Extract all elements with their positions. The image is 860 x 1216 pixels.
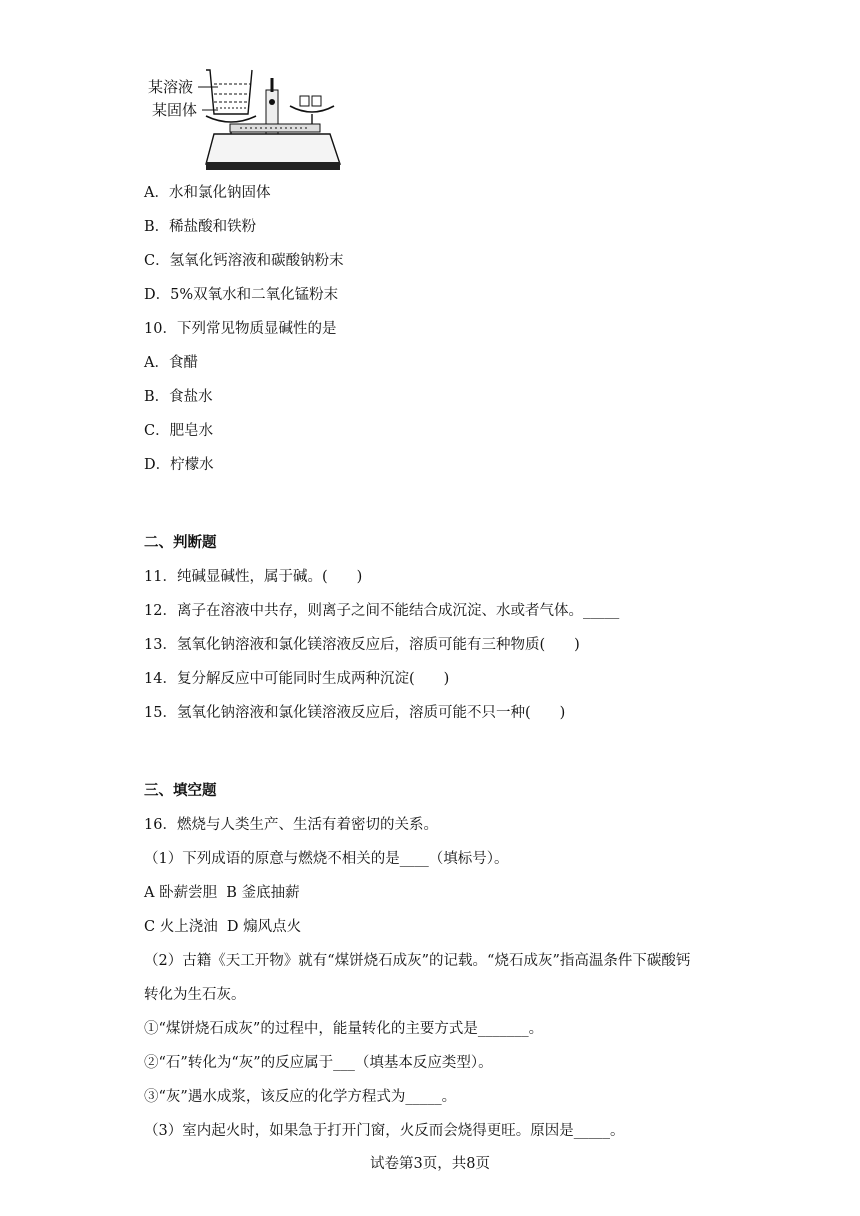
q16-part1-options-ab: A 卧薪尝胆 B 釜底抽薪 — [144, 885, 300, 901]
label-solid: 某固体 — [152, 101, 198, 119]
balance-figure — [144, 62, 344, 174]
q12: 12．离子在溶液中共存，则离子之间不能结合成沉淀、水或者气体。_____ — [144, 603, 620, 619]
q16-part1-options-cd: C 火上浇油 D 煽风点火 — [144, 919, 302, 935]
q10-option-a: A．食醋 — [144, 355, 198, 371]
q10-option-c: C．肥皂水 — [144, 423, 214, 439]
q16-part3: （3）室内起火时，如果急于打开门窗，火反而会烧得更旺。原因是_____。 — [144, 1123, 625, 1139]
label-solution: 某溶液 — [148, 78, 194, 96]
q16-part2-line2: 转化为生石灰。 — [144, 987, 246, 1003]
q16-part1: （1）下列成语的原意与燃烧不相关的是____（填标号）。 — [144, 851, 509, 867]
q9-option-c: C．氢氧化钙溶液和碳酸钠粉末 — [144, 253, 344, 269]
page-footer: 试卷第3页，共8页 — [370, 1156, 490, 1172]
q14: 14．复分解反应中可能同时生成两种沉淀( ) — [144, 671, 450, 687]
q16-part2-sub1: ①“煤饼烧石成灰”的过程中，能量转化的主要方式是_______。 — [144, 1021, 544, 1037]
q10-option-d: D．柠檬水 — [144, 457, 214, 473]
q16-part2-sub3: ③“灰”遇水成浆，该反应的化学方程式为_____。 — [144, 1089, 457, 1105]
q15: 15．氢氧化钠溶液和氯化镁溶液反应后，溶质可能不只一种( ) — [144, 705, 566, 721]
q9-option-b: B．稀盐酸和铁粉 — [144, 219, 257, 235]
q13: 13．氢氧化钠溶液和氯化镁溶液反应后，溶质可能有三种物质( ) — [144, 637, 580, 653]
q10-stem: 10．下列常见物质显碱性的是 — [144, 321, 337, 337]
q16-part2-sub2: ②“石”转化为“灰”的反应属于___（填基本反应类型）。 — [144, 1055, 493, 1071]
q16-part2-line1: （2）古籍《天工开物》就有“煤饼烧石成灰”的记载。“烧石成灰”指高温条件下碳酸钙 — [144, 953, 691, 969]
q16-stem: 16．燃烧与人类生产、生活有着密切的关系。 — [144, 817, 438, 833]
q9-option-a: A．水和氯化钠固体 — [144, 185, 271, 201]
section2-heading: 二、判断题 — [144, 535, 217, 551]
section3-heading: 三、填空题 — [144, 783, 217, 799]
q9-option-d: D．5%双氧水和二氧化锰粉末 — [144, 287, 339, 303]
q11: 11．纯碱显碱性，属于碱。( ) — [144, 569, 363, 585]
q10-option-b: B．食盐水 — [144, 389, 213, 405]
